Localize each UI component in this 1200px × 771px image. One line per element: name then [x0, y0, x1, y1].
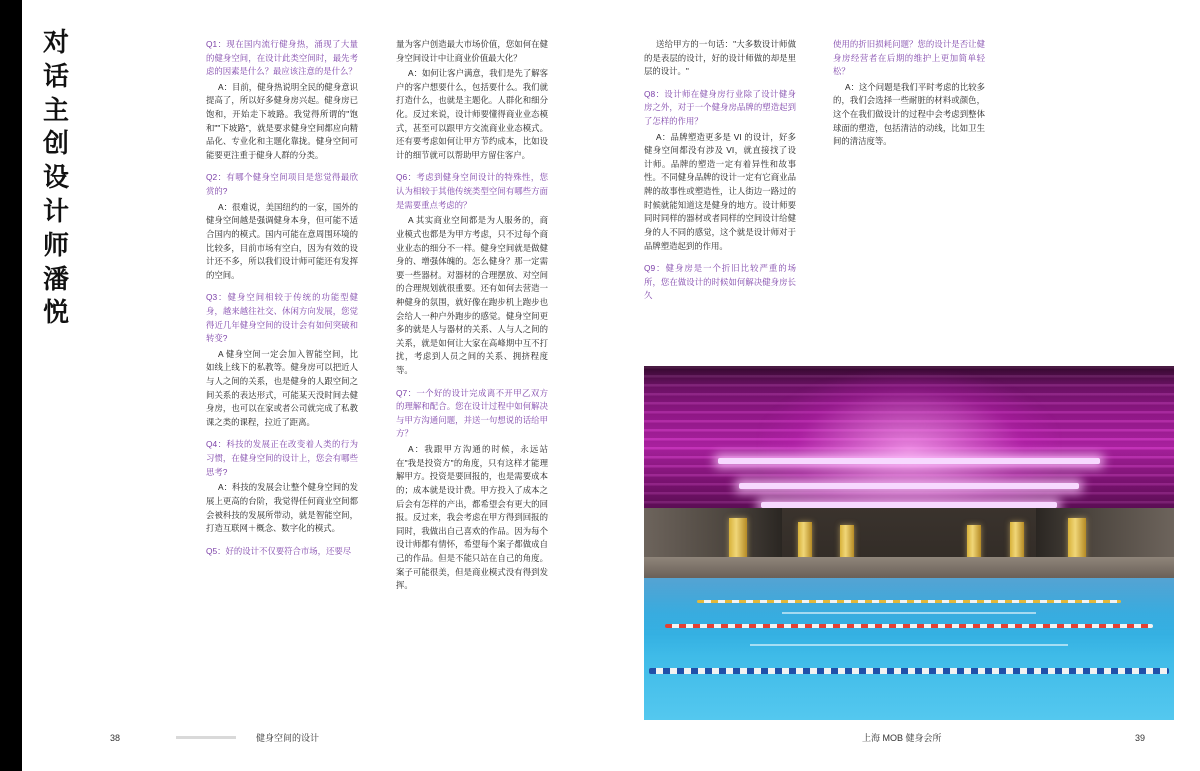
- question-continuation: 使用的折旧损耗问题？您的设计是否让健身房经营者在后期的维护上更加简单轻松？: [833, 39, 985, 77]
- title-char: 主: [42, 94, 69, 125]
- ceiling-light-strip: [718, 458, 1100, 464]
- answer-text: A：品牌塑造更多是 VI 的设计，好多健身空间都没有涉及 VI，就直接找了设计师。品牌的塑造一定有着异性和故事性。不同健身品牌的设计一定有它商业品牌的故事性或塑造性，让人街边一路过的时候就能知道这是健身的地方。设计师要同时同样的器材或者同样的空间设计给健身的人不同的感觉，这个就是设计师对于品牌塑造起到的作用。: [644, 131, 796, 251]
- left-edge-bar: [0, 0, 22, 771]
- title-char: 对: [42, 27, 69, 57]
- title-char: 创: [42, 128, 69, 159]
- footer-rule: [176, 736, 236, 739]
- page-number-left: 38: [110, 733, 121, 743]
- answer-text: A：如何让客户满意，我们是先了解客户的客户想要什么，包括要什么。我们就打造什么，也就是主题化。人群化和细分化。反过来说，设计师要懂得商业业态模式，甚至可以跟甲方交流商业业态模式。还有要考虑如何让甲方节约成本，比如设计的细节就可以帮助甲方留住客户。: [396, 68, 548, 160]
- question-text: Q4：科技的发展正在改变着人类的行为习惯，在健身空间的设计上，您会有哪些思考?: [206, 439, 358, 477]
- question-text: Q5：好的设计不仅要符合市场，还要尽: [206, 545, 352, 556]
- page-number-right: 39: [1134, 733, 1145, 743]
- page-title: [28, 26, 84, 330]
- question-text: Q2：有哪个健身空间项目是您觉得最欣赏的?: [206, 172, 358, 197]
- question-text: Q9：健身房是一个折旧比较严重的场所，您在做设计的时候如何解决健身房长久: [644, 263, 796, 301]
- title-char: 潘: [42, 263, 69, 294]
- question-text: Q8：设计师在健身房行业除了设计健身房之外，对于一个健身房品牌的塑造起到了怎样的作用？: [644, 88, 796, 127]
- photo-content: [644, 366, 1174, 720]
- question-text: Q1：现在国内流行健身热，涌现了大量的健身空间，在设计此类空间时，最先考虑的因素是什么？最应该注意的是什么？: [206, 39, 358, 77]
- water-sheen: [644, 578, 1174, 720]
- answer-text: A：很难说，美国纽约的一家，国外的健身空间越是强调健身本身，但可能不适合国内的模式。国内可能在意周围环境的比较多，目前市场有空白，因为有效的设计还不多，所以我们设计师可能还有发挥的空间。: [206, 201, 358, 280]
- question-continuation: 量为客户创造最大市场价值，您如何在健身空间设计中让商业价值最大化？: [396, 39, 548, 63]
- title-char: 话: [42, 60, 69, 91]
- answer-text: A 健身空间一定会加入智能空间，比如线上线下的私教等。健身房可以把近人与人之间的关系，也是健身的人跟空间之间关系的表达形式，可能某天没时间去健身房，也可以在家或者公司就完成了私教课之类的课程，拉近了距离。: [206, 348, 358, 427]
- question-text: Q6：考虑到健身空间设计的特殊性，您认为相较于其他传统类型空间有哪些方面是需要重点考虑的？: [396, 172, 548, 210]
- footer-caption-left: 健身空间的设计: [256, 733, 320, 743]
- answer-text: A：这个问题是我们平时考虑的比较多的，我们会选择一些耐脏的材料或颜色，这个在我们做设计的过程中会考虑到整体球面的塑造，包括清洁的动线，比如卫生间的清洁度等。: [833, 81, 985, 147]
- title-char: 计: [42, 195, 69, 226]
- title-char: 师: [42, 229, 69, 260]
- answer-continuation: 送给甲方的一句话："大多数设计师做的是表层的设计，好的设计师做的却是里层的设计。": [644, 39, 796, 77]
- answer-text: A：我跟甲方沟通的时候，永远站在"我是投资方"的角度，只有这样才能理解甲方。投资是要回报的，也是需要成本的；成本就是设计费。甲方投入了成本之后会有怎样的产出，都希望会有更大的回报。反过来，我会考虑在甲方得到回报的同时，我做出自己喜欢的作品。因为每个设计师都有情怀，希望每个案子都做成自己的作品。但是不能只站在自己的角度。案子可能很美，但是商业模式没有得到发挥。: [396, 444, 548, 591]
- title-char: 设: [42, 162, 69, 193]
- text-column-1: [206, 38, 358, 560]
- pool-deck: [644, 557, 1174, 578]
- text-column-3: [644, 38, 796, 305]
- text-column-4: [833, 38, 985, 151]
- ceiling-light-strip: [739, 483, 1078, 489]
- question-text: Q7：一个好的设计完成离不开甲乙双方的理解和配合。您在设计过程中如何解决与甲方沟通问题，并送一句想说的话给甲方？: [396, 387, 548, 439]
- question-text: Q3：健身空间相较于传统的功能型健身，越来越往社交、休闲方向发展，您觉得近几年健身空间的设计会有如何突破和转变?: [206, 292, 358, 344]
- footer-caption-right: 上海 MOB 健身会所: [862, 733, 942, 743]
- text-column-2: [396, 38, 548, 595]
- answer-text: A：目前，健身热说明全民的健身意识提高了，所以好多健身房兴起。健身房已饱和，开始走下坡路。我觉得所谓的"饱和""下坡路"，就是要求健身空间都应向精品化、专业化和主题化靠拢。健身空间可能要更注重于健身人群的分类。: [206, 81, 358, 160]
- answer-text: A：科技的发展会让整个健身空间的发展上更高的台阶，我觉得任何商业空间都会被科技的发展所带动，就是智能空间，打造互联网＋概念、数字化的模式。: [206, 482, 358, 534]
- swimming-pool-photo: [644, 366, 1174, 720]
- answer-text: A 其实商业空间都是为人服务的，商业模式也都是为甲方考虑，只不过每个商业业态的细分不一样。健身空间就是做健身的、增强体魄的。怎么健身？那一定需要一些器材。对器材的合理摆放、对空间的合理规划就很重要。还有如何去营造一种健身的氛围，就好像在跑步机上跑步也会给人一种户外跑步的感觉。健身空间更多的就是人与器材的关系、人与人之间的关系，就是如何让大家在高峰期中互不打扰，考虑到人员之间的关系、拥挤程度等。: [396, 215, 548, 376]
- title-char: 悦: [42, 297, 69, 328]
